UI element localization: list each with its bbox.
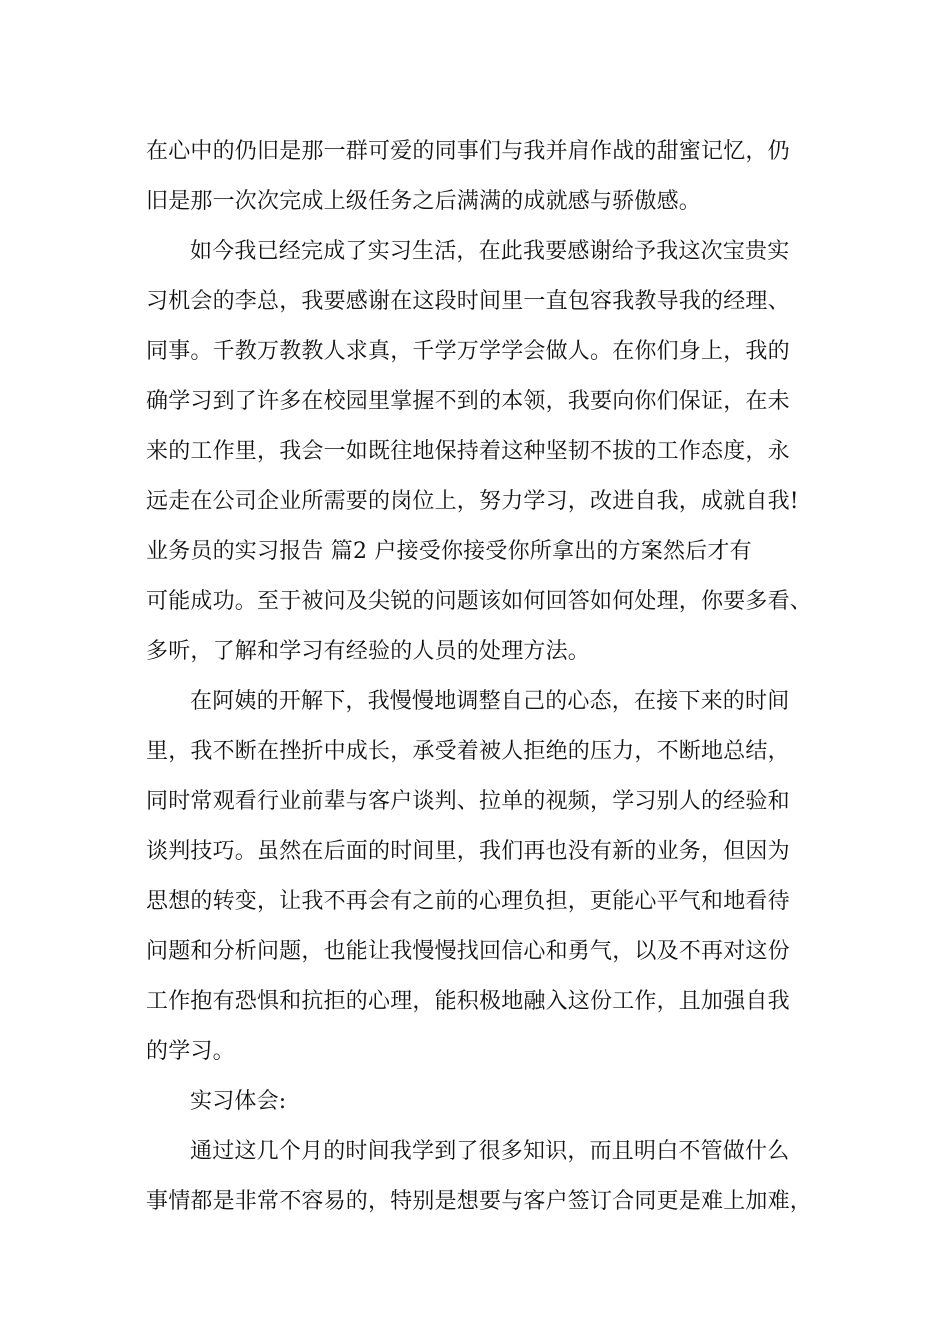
text-line: 事情都是非常不容易的，特别是想要与客户签订合同更是难上加难，	[146, 1189, 813, 1214]
text-line: 里，我不断在挫折中成长，承受着被人拒绝的压力，不断地总结，	[146, 739, 790, 764]
text-line: 在心中的仍旧是那一群可爱的同事们与我并肩作战的甜蜜记忆，仍	[146, 139, 790, 164]
text-line: 问题和分析问题，也能让我慢慢找回信心和勇气，以及不再对这份	[146, 939, 790, 964]
subheading-line: 实习体会:	[190, 1089, 287, 1114]
text-line: 多听，了解和学习有经验的人员的处理方法。	[146, 639, 591, 664]
text-line: 工作抱有恐惧和抗拒的心理，能积极地融入这份工作，且加强自我	[146, 989, 790, 1014]
text-line: 远走在公司企业所需要的岗位上，努力学习，改进自我，成就自我!	[146, 489, 799, 514]
text-line: 同时常观看行业前辈与客户谈判、拉单的视频，学习别人的经验和	[146, 789, 790, 814]
text-line: 谈判技巧。虽然在后面的时间里，我们再也没有新的业务，但因为	[146, 839, 790, 864]
text-line: 来的工作里，我会一如既往地保持着这种坚韧不拔的工作态度，永	[146, 439, 790, 464]
text-line: 思想的转变，让我不再会有之前的心理负担，更能心平气和地看待	[146, 889, 790, 914]
text-line: 同事。千教万教教人求真，千学万学学会做人。在你们身上，我的	[146, 339, 790, 364]
paragraph-first-line: 在阿姨的开解下，我慢慢地调整自己的心态，在接下来的时间	[190, 689, 790, 714]
text-line: 习机会的李总，我要感谢在这段时间里一直包容我教导我的经理、	[146, 289, 790, 314]
text-line: 确学习到了许多在校园里掌握不到的本领，我要向你们保证，在未	[146, 389, 790, 414]
text-line: 可能成功。至于被问及尖锐的问题该如何回答如何处理，你要多看、	[146, 589, 813, 614]
text-line: 旧是那一次次完成上级任务之后满满的成就感与骄傲感。	[146, 189, 702, 214]
section-heading-line: 业务员的实习报告 篇2 户接受你接受你所拿出的方案然后才有	[146, 539, 752, 564]
paragraph-first-line: 通过这几个月的时间我学到了很多知识，而且明白不管做什么	[190, 1139, 790, 1164]
text-line: 的学习。	[146, 1039, 235, 1064]
paragraph-first-line: 如今我已经完成了实习生活，在此我要感谢给予我这次宝贵实	[190, 239, 790, 264]
